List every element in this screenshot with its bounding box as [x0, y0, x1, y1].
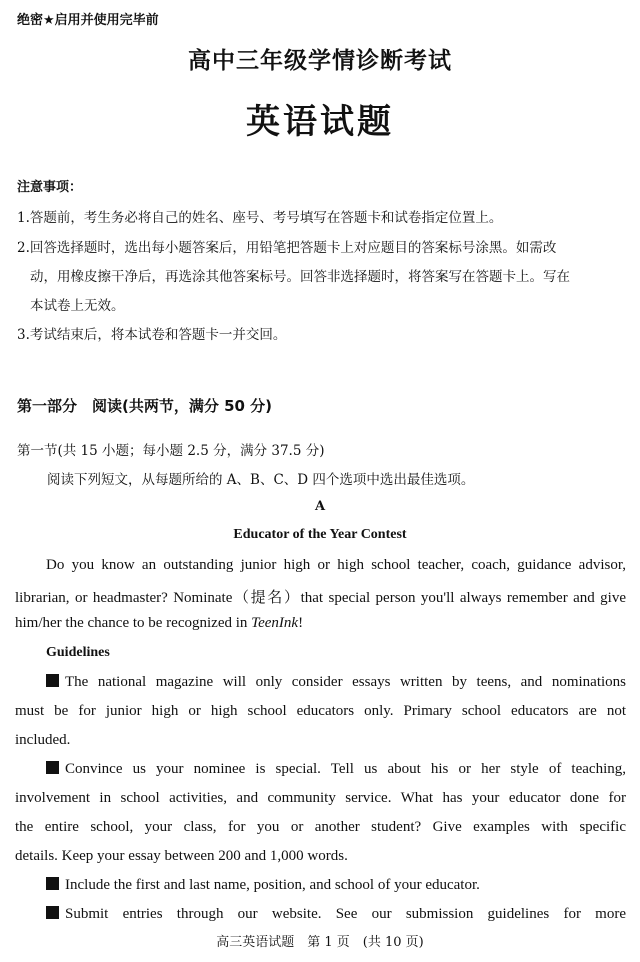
- bullet-line: [46, 761, 626, 778]
- passage-title: Educator of the Year Contest: [233, 527, 407, 542]
- exam-title: 高中三年级学情诊断考试: [188, 47, 452, 74]
- square-bullet-icon: [46, 906, 59, 919]
- notice-line: 本试卷上无效。: [30, 298, 125, 314]
- notice-line: 3.考试结束后，将本试卷和答题卡一并交回。: [17, 327, 287, 343]
- subject-title: 英语试题: [246, 102, 394, 142]
- confidential-label: 绝密★启用并使用完毕前: [17, 13, 159, 28]
- notice-heading: 注意事项：: [17, 180, 83, 195]
- passage-line: Do you know an outstanding junior high or high school teacher, coach, guidance advisor,: [46, 557, 626, 573]
- square-bullet-icon: [46, 877, 59, 890]
- passage-text: !: [298, 615, 304, 631]
- bullet-line: [46, 674, 626, 691]
- instruction: 阅读下列短文，从每题所给的 A、B、C、D 四个选项中选出最佳选项。: [47, 472, 475, 488]
- notice-line: 1.答题前，考生务必将自己的姓名、座号、考号填写在答题卡和试卷指定位置上。: [17, 210, 503, 226]
- bullet-text: Convince us your nominee is special. Tell us about his or her style of teaching,: [65, 761, 626, 777]
- part-heading: 第一部分 阅读(共两节，满分 50 分): [17, 397, 273, 415]
- bullet-text: Submit entries through our website. See our submission guidelines for more: [65, 906, 626, 922]
- section-heading: 第一节(共 15 小题；每小题 2.5 分，满分 37.5 分): [17, 443, 325, 459]
- passage-line: involvement in school activities, and community service. What has your educator done for: [15, 790, 626, 806]
- passage-line: included.: [15, 732, 71, 748]
- square-bullet-icon: [46, 761, 59, 774]
- passage-line: [15, 615, 303, 632]
- bullet-text: The national magazine will only consider essays written by teens, and nominations: [65, 674, 626, 690]
- guidelines-heading: Guidelines: [46, 645, 110, 660]
- bullet-text: Include the first and last name, position, and school of your educator.: [65, 877, 480, 893]
- notice-line: 动，用橡皮擦干净后，再选涂其他答案标号。回答非选择题时，将答案写在答题卡上。写在: [30, 269, 570, 285]
- passage-text: him/her the chance to be recognized in: [15, 615, 252, 631]
- page-footer: 高三英语试题 第 1 页 (共 10 页): [216, 935, 424, 950]
- passage-line: must be for junior high or high school educators only. Primary school educators are not: [15, 703, 626, 719]
- passage-line: details. Keep your essay between 200 and 1,000 words.: [15, 848, 348, 864]
- bullet-line: [46, 906, 626, 923]
- magazine-name: TeenInk: [251, 615, 299, 631]
- passage-line: librarian, or headmaster? Nominate（提名）that special person you'll always remember and give: [15, 590, 626, 606]
- passage-line: the entire school, your class, for you or another student? Give examples with specific: [15, 819, 626, 835]
- passage-label: A: [314, 499, 326, 514]
- square-bullet-icon: [46, 674, 59, 687]
- notice-line: 2.回答选择题时，选出每小题答案后，用铅笔把答题卡上对应题目的答案标号涂黑。如需改: [17, 240, 557, 256]
- bullet-line: [46, 877, 480, 894]
